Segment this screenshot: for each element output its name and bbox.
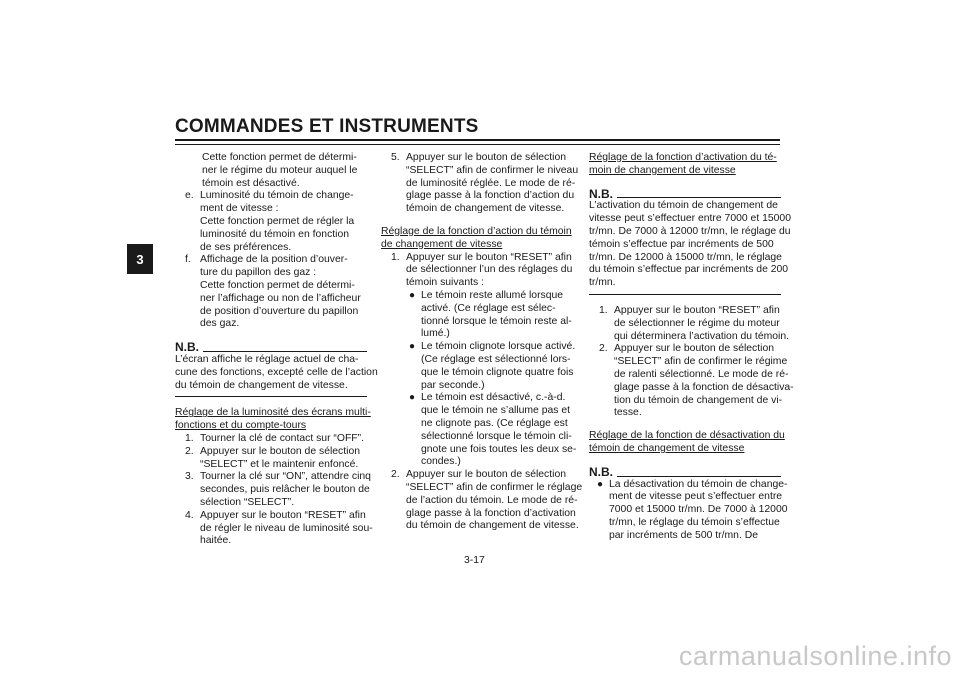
heading-line: témoin de changement de vitesse (589, 442, 745, 454)
step-number: 1. (185, 432, 194, 444)
text-line: tr/mn, le réglage du témoin s’effectue (609, 516, 780, 528)
step-2 (381, 469, 583, 533)
text-line: Appuyer sur le bouton de sélection (406, 152, 567, 163)
text-line: du témoin de changement de vitesse. (406, 520, 579, 532)
page-title: COMMANDES ET INSTRUMENTS (175, 116, 479, 137)
text-line: témoin est désactivé. (202, 177, 300, 189)
page-number: 3-17 (464, 555, 485, 566)
note-text: L’écran affiche le réglage actuel de cha- (175, 353, 359, 365)
section-heading (381, 226, 573, 252)
heading-line: Réglage de la luminosité des écrans multi- (175, 407, 371, 419)
step-5 (381, 152, 579, 216)
note-text: L’activation du témoin de changement de (589, 200, 778, 212)
heading-line: moin de changement de vitesse (589, 164, 736, 176)
text-line: sélection “SELECT”. (200, 496, 295, 508)
bullet-icon: ● (409, 341, 416, 353)
text-line: La désactivation du témoin de change- (609, 478, 788, 490)
text-line: de régler le niveau de luminosité sou- (200, 522, 373, 534)
note-text: tr/mn. De 12000 à 15000 tr/mn, le réglage (589, 251, 782, 263)
note-text: tr/mn. (589, 277, 616, 289)
note-rule (617, 476, 781, 477)
text-line: témoin de changement de vitesse. (406, 203, 565, 215)
item-d-continued (175, 152, 367, 190)
heading-line: de changement de vitesse (381, 238, 503, 250)
text-line: Appuyer sur le bouton de sélection (614, 343, 775, 355)
step-number: 1. (599, 304, 608, 316)
note-text: du témoin s’effectue par incréments de 200 (589, 264, 789, 276)
note-box (589, 186, 791, 295)
note-box (175, 340, 378, 397)
text-line: de luminosité réglée. Le mode de ré- (406, 177, 576, 189)
text-line: Le témoin est désactivé, c.-à-d. (421, 392, 566, 404)
text-line: (Ce réglage est sélectionné lors- (421, 353, 571, 365)
text-line: de l’action du témoin. Le mode de ré- (406, 494, 578, 506)
bullet-item (589, 478, 788, 543)
step-number: 5. (391, 152, 400, 163)
text-line: Tourner la clé de contact sur “OFF”. (200, 432, 364, 444)
text-line: “SELECT” afin de confirmer le réglage (406, 481, 583, 493)
text-line: ture du papillon des gaz : (200, 267, 317, 279)
heading-line: Réglage de la fonction d’action du témoin (381, 225, 572, 237)
text-line: de ralenti sélectionné. Le mode de ré- (614, 368, 789, 380)
bullet-icon: ● (409, 289, 416, 301)
text-line: de sélectionner le régime du moteur (614, 317, 780, 329)
section-heading (589, 430, 785, 456)
watermark: carmanualsonline.info (678, 641, 952, 671)
column-2 (381, 152, 583, 533)
text-line: sélectionné lorsque le témoin cli- (421, 430, 572, 442)
chapter-tab: 3 (127, 244, 153, 274)
text-line: glage passe à la fonction d’activation (406, 507, 576, 519)
text-line: qui déterminera l’activation du témoin. (614, 330, 790, 342)
step-number: 2. (599, 343, 608, 355)
text-line: Appuyer sur le bouton “RESET” afin (614, 304, 780, 316)
column-1 (175, 152, 378, 548)
step-1 (175, 433, 367, 446)
text-line: Luminosité du témoin de change- (200, 190, 354, 202)
text-line: que le témoin clignote quatre fois (421, 366, 574, 378)
text-line: Le témoin reste allumé lorsque (421, 289, 564, 301)
section-heading (175, 407, 371, 433)
text-line: gnote une fois toutes les deux se- (421, 443, 577, 455)
text-line: activé. (Ce réglage est sélec- (421, 302, 556, 314)
step-1 (589, 304, 790, 343)
step-number: 1. (391, 251, 400, 263)
item-e (175, 190, 367, 254)
spacer (589, 420, 781, 430)
section-heading (589, 152, 781, 178)
note-text: du témoin de changement de vitesse. (175, 379, 348, 391)
bullet-item (381, 341, 576, 392)
text-line: par incréments de 500 tr/mn. De (609, 529, 759, 541)
step-3 (175, 471, 371, 509)
text-line: tion du témoin de changement de vi- (614, 394, 783, 406)
note-end-rule (175, 396, 367, 397)
text-line: de ses préférences. (200, 241, 292, 253)
spacer (381, 216, 573, 226)
text-line: Affichage de la position d’ouver- (200, 254, 348, 266)
heading-line: Réglage de la fonction d’activation du té- (589, 152, 777, 163)
bullet-item (381, 392, 577, 469)
text-line: Appuyer sur le bouton de sélection (200, 445, 361, 457)
text-line: témoin suivants : (406, 277, 484, 289)
text-line: condes.) (421, 456, 461, 468)
note-label: N.B. (589, 464, 613, 479)
text-line: Cette fonction permet de détermi- (202, 152, 357, 163)
bullet-icon: ● (409, 392, 416, 404)
text-line: tesse. (614, 407, 642, 419)
text-line: secondes, puis relâcher le bouton de (200, 484, 370, 496)
text-line: Le témoin clignote lorsque activé. (421, 341, 576, 353)
text-line: ment de vitesse peut s’effectuer entre (609, 491, 783, 503)
step-2 (175, 446, 367, 472)
text-line: ner le régime du moteur auquel le (202, 164, 358, 176)
item-f (175, 254, 367, 331)
text-line: Appuyer sur le bouton “RESET” afin (200, 509, 366, 521)
item-number: e. (185, 190, 194, 202)
text-line: Cette fonction permet de détermi- (200, 279, 355, 291)
text-line: Appuyer sur le bouton “RESET” afin (406, 251, 572, 263)
note-label: N.B. (175, 340, 199, 355)
note-rule (203, 351, 367, 352)
text-line: de sélectionner l’un des réglages du (406, 264, 573, 276)
text-line: glage passe à la fonction d’action du (406, 190, 575, 202)
text-line: Cette fonction permet de régler la (200, 215, 355, 227)
text-line: ment de vitesse : (200, 203, 279, 215)
note-text: témoin s’effectue par incréments de 500 (589, 238, 774, 250)
note-label: N.B. (589, 186, 613, 201)
column-3 (589, 152, 794, 543)
text-line: “SELECT” afin de confirmer le régime (614, 356, 788, 368)
text-line: par seconde.) (421, 379, 485, 391)
heading-line: Réglage de la fonction de désactivation du (589, 430, 785, 442)
text-line: Appuyer sur le bouton de sélection (406, 469, 567, 481)
note-text: vitesse peut s’effectuer entre 7000 et 15000 (589, 213, 791, 225)
text-line: glage passe à la fonction de désactiva- (614, 381, 794, 393)
text-line: luminosité du témoin en fonction (200, 228, 350, 240)
bullet-icon: ● (597, 478, 604, 490)
text-line: “SELECT” et le maintenir enfoncé. (200, 458, 359, 470)
text-line: Tourner la clé sur “ON”, attendre cinq (200, 471, 371, 483)
text-line: tionné lorsque le témoin reste al- (421, 315, 572, 327)
heading-line: fonctions et du compte-tours (175, 420, 307, 432)
text-line: que le témoin ne s’allume pas et (421, 405, 571, 417)
text-line: ne clignote pas. (Ce réglage est (421, 417, 568, 429)
text-line: de position d’ouverture du papillon (200, 305, 359, 317)
bullet-item (381, 290, 573, 341)
text-line: “SELECT” afin de confirmer le niveau (406, 164, 579, 176)
item-number: f. (185, 254, 191, 266)
text-line: des gaz. (200, 318, 240, 330)
text-line: lumé.) (421, 328, 450, 340)
step-2 (589, 343, 794, 420)
title-rule (175, 139, 780, 145)
step-4 (175, 509, 373, 548)
text-line: haitée. (200, 535, 232, 547)
note-box (589, 464, 788, 543)
step-number: 2. (391, 469, 400, 481)
step-number: 3. (185, 471, 194, 483)
text-line: ner l’affichage ou non de l’afficheur (200, 292, 361, 304)
note-text: cune des fonctions, excepté celle de l’action (175, 366, 378, 378)
step-number: 4. (185, 509, 194, 521)
text-line: 7000 et 15000 tr/mn. De 7000 à 12000 (609, 504, 788, 516)
step-1 (381, 252, 573, 290)
note-end-rule (589, 294, 781, 295)
note-rule (617, 197, 781, 198)
step-number: 2. (185, 445, 194, 457)
note-text: tr/mn. De 7000 à 12000 tr/mn, le réglage du (589, 225, 791, 237)
